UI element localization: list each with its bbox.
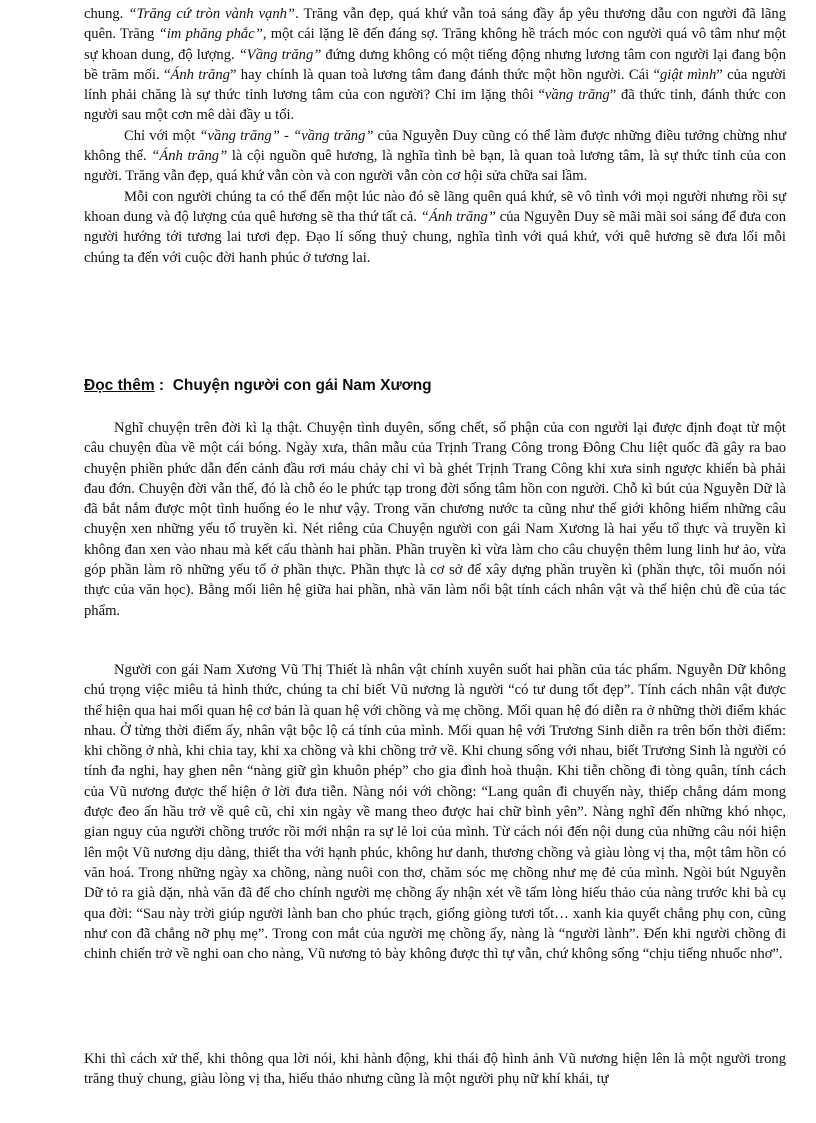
text-run: là cội nguồn quê hương, là nghĩa tình bè bạn, là quan toà lương tâm, là sự thức tỉnh của con người. Trăng vẫn đẹp, quá khứ vẫn còn và con người vẫn còn cơ hội sửa chữa sai lầm. xyxy=(84,148,786,185)
paragraph-3 xyxy=(84,187,786,268)
paragraph-2 xyxy=(84,126,786,187)
paragraph-1 xyxy=(84,4,786,126)
text-run: chung. xyxy=(84,6,129,22)
text-run: đứng dưng không có một tiếng động nhưng lương tâm con người lại đang bộn bề trăm mối. “ xyxy=(84,46,786,83)
reading-section-intro xyxy=(84,418,786,621)
paragraph-5: Người con gái Nam Xương Vũ Thị Thiết là nhân vật chính xuyên suốt hai phần của tác phẩm. Nguyễn Dữ không chú trọng việc miêu tả hình thức, chúng ta chỉ biết Vũ nương là người “có tư dung tốt đẹp”. Tính cách nhân vật được thể hiện qua hai mối quan hệ cơ bản là quan hệ với chồng và mẹ chồng. Mối quan hệ đó diễn ra ở những thời điểm khác nhau. Ở từng thời điểm ấy, nhân vật bộc lộ cá tính của mình. Mối quan hệ với Trương Sinh diễn ra trên bốn thời điểm: khi chồng ở nhà, khi chia tay, khi xa chồng và khi chồng trở về. Khi chung sống với nhau, biết Trương Sinh là người có tính đa nghi, hay ghen nên “nàng giữ gìn khuôn phép” cho gia đình hoà thuận. Khi tiễn chồng đi tòng quân, tính cách của Vũ nương được thể hiện ở lời đưa tiễn. Nàng nói với chồng: “Lang quân đi chuyến này, thiếp chẳng dám mong được đeo ấn hầu trở về quê cũ, chỉ xin ngày về mang theo được hai chữ bình yên”. Nàng nghĩ đến những khó nhọc, gian nguy của người chồng trước rồi mới nhận ra sự lẻ loi của mình. Từ cách nói đến nội dung của những câu nói hiện lên một Vũ nương dịu dàng, thiết tha với hạnh phúc, không hư danh, thương chồng và giàu lòng vị tha, một tâm hồn có văn hoá. Trong những ngày xa chồng, nàng nuôi con thơ, chăm sóc mẹ chồng như mẹ đẻ của mình. Ngòi bút Nguyễn Dữ tỏ ra già dặn, nhà văn đã để cho chính người mẹ chồng ấy nhận xét về tấm lòng hiếu thảo của nàng trước khi bà cụ qua đời: “Sau này trời giúp người lành ban cho phúc trạch, giống giòng tươi tốt… xanh kia quyết chẳng phụ con, cũng như con đã chẳng nỡ phụ mẹ”. Trong con mắt của người mẹ chồng ấy, nàng là “người lành”. Đến khi người chồng đi chinh chiến trở về nghi oan cho nàng, Vũ nương tỏ bày không được thì tự vẫn, chứ không sống “chịu tiếng nhuốc nhơ”. xyxy=(84,662,786,963)
quote-run: “Vầng trăng” xyxy=(238,46,322,63)
text-run: ” hay chính là quan toà lương tâm đang đánh thức một hồn người. Cái “ xyxy=(229,66,660,83)
text-run: của Nguyễn Duy sẽ mãi mãi soi sáng để đưa con người hướng tới tương lai tươi đẹp. Đạo lí sống thuỷ chung, nghĩa tình với quá khứ, với quê hương sẽ đưa lối mỗi chúng ta đến với cuộc đời hanh phúc ở tương lai. xyxy=(84,208,787,266)
quote-run: giật mình xyxy=(660,66,717,83)
text-run: ” đã thức tỉnh, đánh thức con người sau một cơn mê dài đầy u tối. xyxy=(84,87,786,124)
text-run: Chỉ với một xyxy=(124,127,200,144)
quote-run: Ánh trăng xyxy=(170,66,230,83)
section-heading xyxy=(84,376,432,396)
quote-run: “Ánh trăng” xyxy=(420,208,496,225)
text-run: của Nguyễn Duy cũng có thể làm được những điều tưởng chừng như không thể. xyxy=(84,127,787,165)
text-run: ” của người lính phải chăng là sự thức tỉnh lương tâm của con người? Chỉ im lặng thôi “ xyxy=(84,66,786,104)
text-run: Mỗi con người chúng ta có thể đến một lúc nào đó sẽ lãng quên quá khứ, sẽ vô tình với mọi người nhưng rồi sự khoan dung và độ lượng của quê hương sẽ tha thứ tất cả. xyxy=(84,188,786,225)
heading-label: Đọc thêm xyxy=(84,377,155,394)
quote-run: “im phăng phắc” xyxy=(158,26,263,43)
text-run: . Trăng vẫn đẹp, quá khứ vẫn toả sáng đầy ắp yêu thương dẫu con người đã lãng quên. Trăng xyxy=(84,6,786,43)
text-run: , một cái lặng lẽ đến đáng sợ. Trăng không hề trách móc con người quá vô tâm như một sự khoan dung, độ lượng. xyxy=(84,26,786,63)
reading-section-character xyxy=(84,660,786,964)
reading-section-conclusion xyxy=(84,1049,786,1090)
paragraph-6: Khi thì cách xử thế, khi thông qua lời nói, khi hành động, khi thái độ hình ảnh Vũ nương hiện lên là một người trong trăng thuỷ chung, giàu lòng vị tha, hiếu thảo nhưng cũng là một người phụ nữ khí khái, tự xyxy=(84,1051,786,1088)
quote-run: “Trăng cứ tròn vành vạnh” xyxy=(128,6,296,22)
heading-separator: : xyxy=(154,377,173,394)
heading-title: Chuyện người con gái Nam Xương xyxy=(172,377,432,394)
quote-run: “vầng trăng” xyxy=(199,127,280,144)
paragraph-4: Nghĩ chuyện trên đời kì lạ thật. Chuyện tình duyên, sống chết, số phận của con người lại được định đoạt từ một câu chuyện đùa về một cái bóng. Ngày xưa, thân mẫu của Trịnh Trang Công trong Đông Chu liệt quốc đã gây ra bao chuyện phiền phức dẫn đến cảnh đầu rơi máu chảy chỉ vì bà ghét Trịnh Trang Công khi xưa sinh ngược khiến bà phải đau đớn. Chuyện đời vẫn thế, đó là chỗ éo le phức tạp trong đời sống tâm hồn con người. Chỗ kì bút của Nguyễn Dữ là đã bắt nắm được một tình huống éo le như vậy. Trong văn chương nước ta cũng như thế giới không hiếm những câu chuyện xen những yếu tố truyền kì. Nét riêng của Chuyện người con gái Nam Xương là hai yếu tố thực và truyền kì không đan xen vào nhau mà kết cấu thành hai phần. Phần truyền kì vừa làm cho câu chuyện thêm lung linh hư ảo, vừa góp phần làm rõ những yếu tố ở phần thực. Phần thực là cơ sở để xây dựng phần truyền kì (phần thực, tôi muốn nói thực của văn học). Bằng mối liên hệ giữa hai phần, nhà văn làm nổi bật tính cách nhân vật và thể hiện chủ đề của tác phẩm. xyxy=(84,420,786,619)
text-run: - xyxy=(279,127,294,144)
quote-run: “Ánh trăng” xyxy=(151,148,228,165)
quote-run: vầng trăng xyxy=(544,87,610,104)
quote-run: “vầng trăng” xyxy=(293,127,374,144)
essay-section xyxy=(84,4,786,268)
